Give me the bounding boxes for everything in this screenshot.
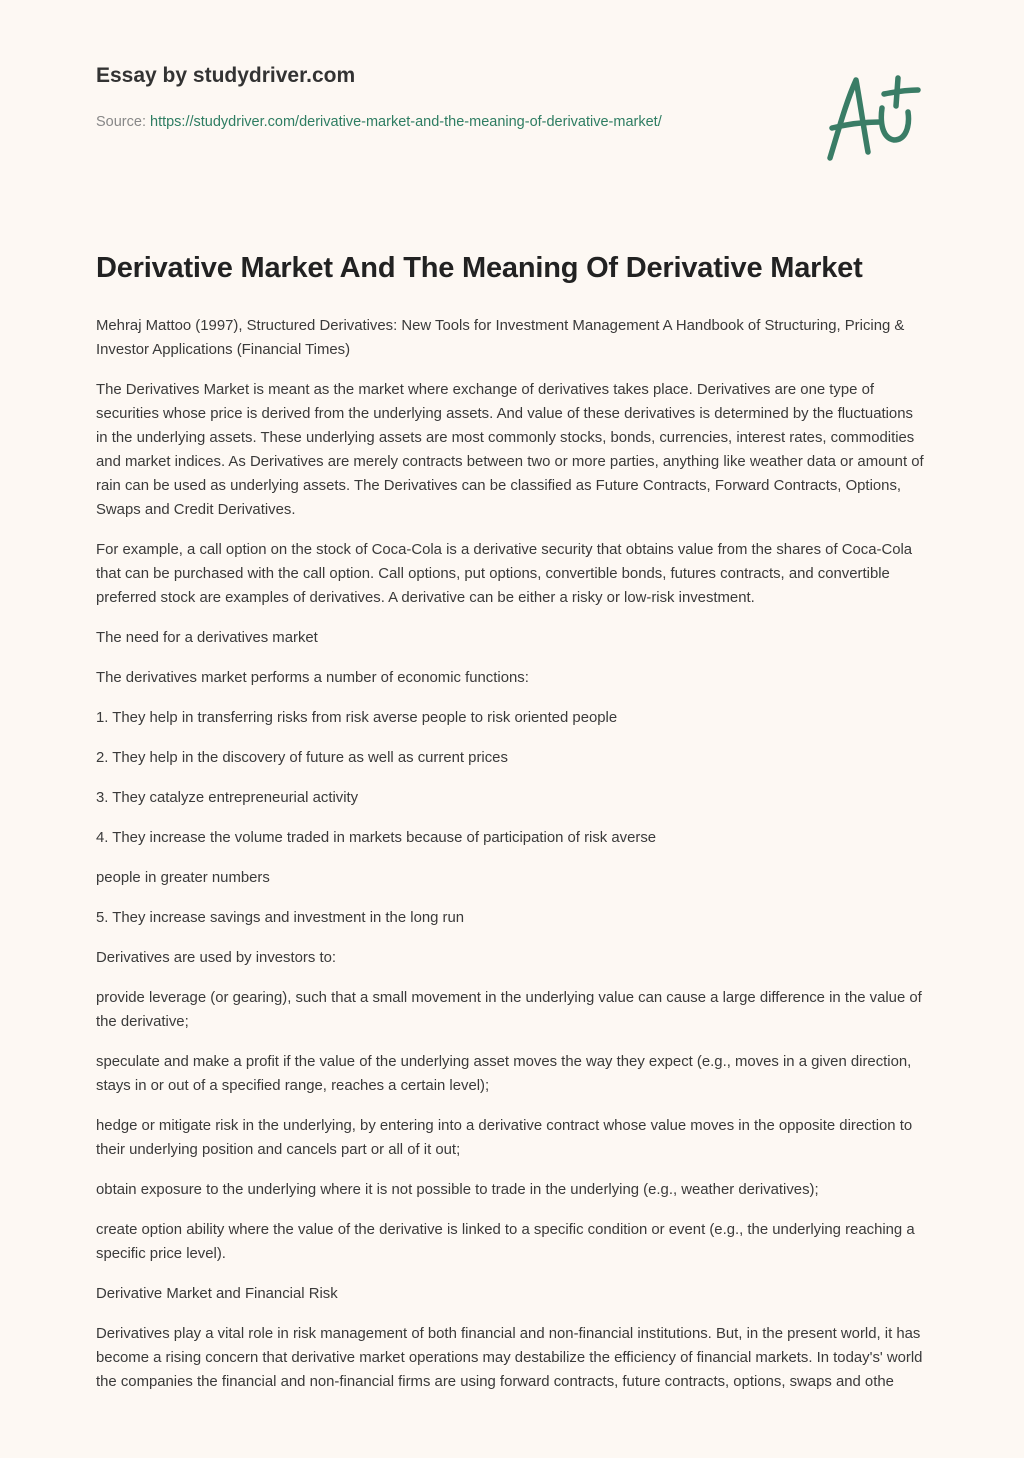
source-line — [96, 110, 736, 134]
a-plus-logo-icon — [820, 72, 930, 167]
list-item: 5. They increase savings and investment in the long run — [96, 910, 465, 926]
paragraph: Derivatives are used by investors to: — [96, 950, 337, 966]
paragraph: For example, a call option on the stock of Coca-Cola is a derivative security that obtains value from the shares of Coca-Cola that can be purchased with the call option. Call options, put options, convertible bonds, futures contracts, and convertible preferred stock are examples of derivatives. A derivative can be either a risky or low-risk investment. — [96, 542, 913, 606]
paragraph: hedge or mitigate risk in the underlying, by entering into a derivative contract whose value moves in the opposite direction to their underlying position and cancels part or all of it out; — [96, 1118, 913, 1158]
source-label: Source: — [96, 114, 150, 130]
list-item: 3. They catalyze entrepreneurial activity — [96, 790, 359, 806]
page-title: Derivative Market And The Meaning Of Derivative Market — [96, 252, 863, 284]
paragraph: create option ability where the value of the derivative is linked to a specific condition or event (e.g., the underlying reaching a specific price level). — [96, 1222, 915, 1262]
site-brand: Essay by studydriver.com — [96, 64, 356, 87]
paragraph: obtain exposure to the underlying where it is not possible to trade in the underlying (e.g., weather derivatives); — [96, 1182, 819, 1198]
list-item: 1. They help in transferring risks from risk averse people to risk oriented people — [96, 710, 618, 726]
section-heading: Derivative Market and Financial Risk — [96, 1286, 338, 1302]
paragraph: The Derivatives Market is meant as the market where exchange of derivatives takes place. Derivatives are one type of securities whose price is derived from the underlying assets. And value of these derivatives is determined by the fluctuations in the underlying assets. These underlying assets are most commonly stocks, bonds, currencies, interest rates, commodities and market indices. As Derivatives are merely contracts between two or more parties, anything like weather data or amount of rain can be used as underlying assets. The Derivatives can be classified as Future Contracts, Forward Contracts, Options, Swaps and Credit Derivatives. — [96, 382, 924, 518]
source-link[interactable]: https://studydriver.com/derivative-market-and-the-meaning-of-derivative-market/ — [150, 114, 662, 130]
paragraph: provide leverage (or gearing), such that a small movement in the underlying value can cause a large difference in the value of the derivative; — [96, 990, 922, 1030]
paragraph: Mehraj Mattoo (1997), Structured Derivatives: New Tools for Investment Management A Handbook of Structuring, Pricing & Investor Applications (Financial Times) — [96, 318, 905, 358]
list-item: 2. They help in the discovery of future as well as current prices — [96, 750, 508, 766]
essay-body — [96, 314, 928, 1410]
paragraph: Derivatives play a vital role in risk management of both financial and non-financial institutions. But, in the present world, it has become a rising concern that derivative market operations may destabilize the efficiency of financial markets. In today's' world the companies the financial and non-financial firms are using forward contracts, future contracts, options, swaps and othe — [96, 1326, 923, 1390]
paragraph: speculate and make a profit if the value of the underlying asset moves the way they expect (e.g., moves in a given direction, stays in or out of a specified range, reaches a certain level); — [96, 1054, 912, 1094]
list-item: 4. They increase the volume traded in markets because of participation of risk averse — [96, 830, 657, 846]
paragraph: people in greater numbers — [96, 870, 270, 886]
section-heading: The need for a derivatives market — [96, 630, 318, 646]
paragraph: The derivatives market performs a number of economic functions: — [96, 670, 529, 686]
